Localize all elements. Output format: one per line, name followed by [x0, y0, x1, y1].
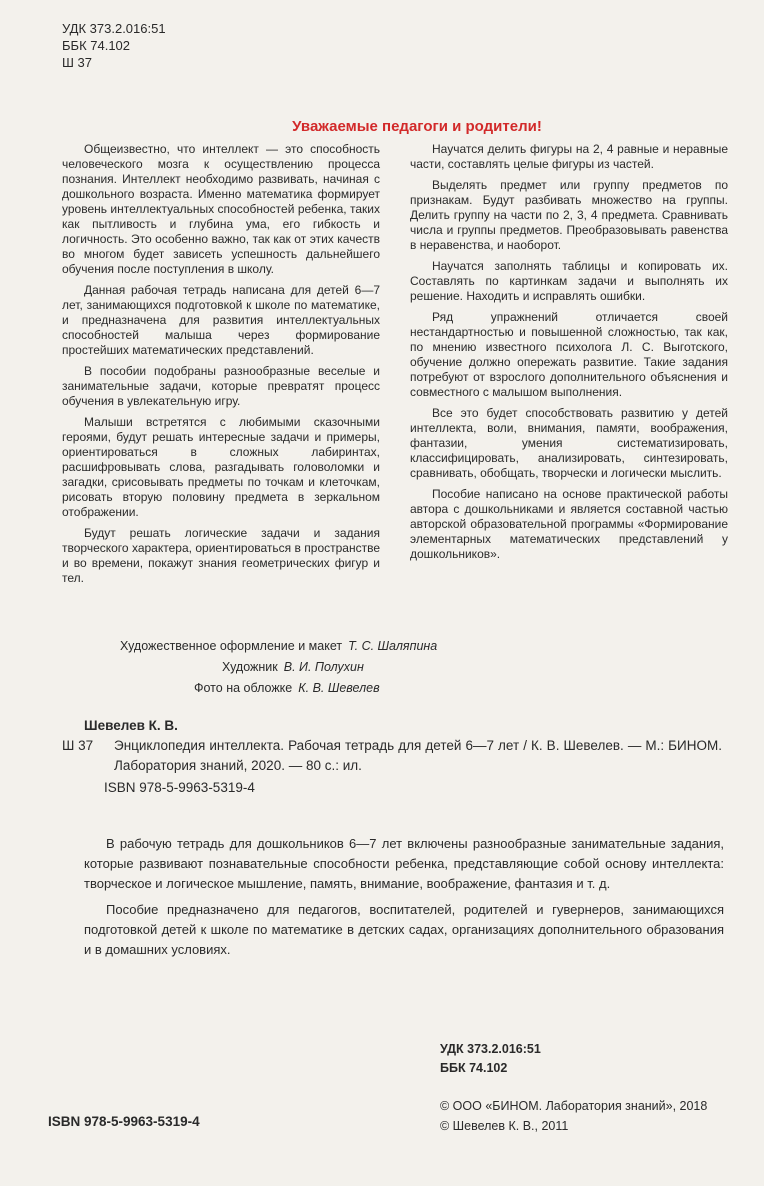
paragraph: Все это будет способствовать развитию у детей интеллекта, воли, внимания, памяти, воображения, фантазии, умения систематизировать, классифицировать, анализировать, синтезировать, сравнивать, обобщать, творчески и логически мыслить. [410, 406, 728, 480]
copyright-block [440, 1096, 707, 1136]
paragraph: Малыши встретятся с любимыми сказочными героями, будут решать интересные задачи и примеры, ориентироваться в сложных лабиринтах, расшифровывать слова, разгадывать головоломки и загадки, срисовывать предметы по точкам и клеточкам, рисовать вторую половину предмета в зеркальном отображении. [62, 415, 380, 519]
annotation [84, 834, 724, 966]
paragraph: В рабочую тетрадь для дошкольников 6—7 лет включены разнообразные занимательные задания, которые развивают познавательные способности ребенка, представляющие собой основу интеллекта: творческое и логическое мышление, память, внимание, воображение, фантазия и т. д. [84, 836, 724, 891]
paragraph: Выделять предмет или группу предметов по признакам. Будут разбивать множество на группы. Делить группу на части по 2, 3, 4 предмета. Сравнивать числа и группы предметов. Преобразовывать равенства в неравенства, и наоборот. [410, 178, 728, 252]
credit-photo [194, 678, 380, 699]
credit-name: Т. С. Шаляпина [348, 639, 438, 653]
record-author: Шевелев К. В. [84, 718, 178, 733]
credit-label: Фото на обложке [194, 681, 293, 695]
paragraph: В пособии подобраны разнообразные веселые и занимательные задачи, которые превратят процесс обучения в увлекательную игру. [62, 364, 380, 408]
credit-label: Художник [222, 660, 278, 674]
paragraph: Будут решать логические задачи и задания творческого характера, ориентироваться в пространстве и во времени, покажут знания геометрических фигур и тел. [62, 526, 380, 585]
paragraph: Пособие написано на основе практической работы автора с дошкольниками и является составной частью авторской образовательной программы «Формирование элементарных математических представлений у дошкольников». [410, 487, 728, 561]
credit-name: В. И. Полухин [283, 660, 364, 674]
left-text-column [62, 142, 380, 592]
copyright-publisher: © ООО «БИНОМ. Лаборатория знаний», 2018 [440, 1099, 708, 1113]
page-heading: Уважаемые педагоги и родители! [292, 118, 542, 135]
paragraph: Научатся делить фигуры на 2, 4 равные и неравные части, составлять целые фигуры из частей. [410, 142, 728, 171]
paragraph: Научатся заполнять таблицы и копировать их. Составлять по картинкам задачи и выполнять их решение. Находить и исправлять ошибки. [410, 259, 728, 303]
credit-label: Художественное оформление и макет [120, 639, 343, 653]
record-description: Энциклопедия интеллекта. Рабочая тетрадь для детей 6—7 лет / К. В. Шевелев. — М.: БИНОМ. Лаборатория знаний, 2020. — 80 с.: ил. [114, 738, 722, 773]
paragraph: Общеизвестно, что интеллект — это способность человеческого мозга к осуществлению процесса познания. Интеллект необходимо развивать, начиная с дошкольного возраста. Именно математика формирует уровень интеллектуальных способностей ребенка, таких как пытливость и глубина ума, его гибкость и логичность. Это особенно важно, так как от этих качеств во многом будет зависеть успешность дальнейшего обучения после поступления в школу. [62, 142, 380, 276]
udk-code: УДК 373.2.016:51 [62, 21, 166, 36]
credit-design [120, 636, 437, 657]
author-sign: Ш 37 [62, 55, 92, 70]
record-entry [62, 736, 722, 776]
copyright-author: © Шевелев К. В., 2011 [440, 1119, 569, 1133]
record-isbn: ISBN 978-5-9963-5319-4 [104, 780, 255, 795]
record-sign: Ш 37 [62, 738, 94, 753]
credit-name: К. В. Шевелев [298, 681, 380, 695]
paragraph: Ряд упражнений отличается своей нестандартностью и повышенной сложностью, так как, по мнению известного психолога Л. С. Выготского, обучение должно опережать развитие. Такие задания потребуют от взрослого дополнительного объяснения и совместного с малышом выполнения. [410, 310, 728, 399]
paragraph: Данная рабочая тетрадь написана для детей 6—7 лет, занимающихся подготовкой к школе по математике, и предназначена для развития интеллектуальных способностей малыша через формирование простейших математических представлений. [62, 283, 380, 357]
bbk-code: ББК 74.102 [440, 1061, 508, 1075]
bibliographic-record [62, 716, 722, 798]
right-text-column [410, 142, 728, 568]
credit-artist [222, 657, 364, 678]
isbn-footer: ISBN 978-5-9963-5319-4 [48, 1114, 200, 1129]
top-classification-codes [62, 20, 166, 71]
bottom-classification-codes [440, 1040, 541, 1078]
paragraph: Пособие предназначено для педагогов, воспитателей, родителей и гувернеров, занимающихся подготовкой детей к школе по математике в детских садах, организациях дополнительного образования и в домашних условиях. [84, 902, 724, 957]
bbk-code: ББК 74.102 [62, 38, 131, 53]
udk-code: УДК 373.2.016:51 [440, 1042, 541, 1056]
